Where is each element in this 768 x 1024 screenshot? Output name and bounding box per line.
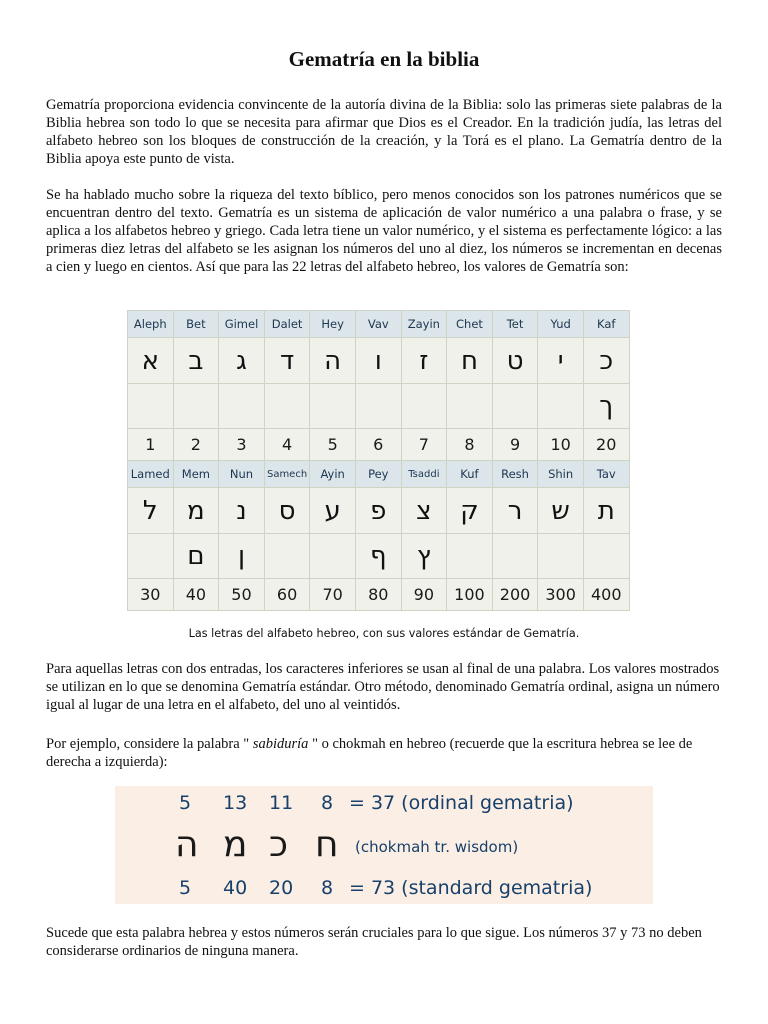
final-letter [264,384,310,429]
gematria-example-image [115,786,653,904]
hebrew-letter: נ [219,488,265,534]
letter-value: 3 [219,429,265,461]
table-row-names-2 [128,461,630,488]
letter-value: 90 [401,579,447,611]
letter-name: Ayin [310,461,356,488]
final-letter: ן [219,534,265,579]
hebrew-letter: ק [447,488,493,534]
hebrew-letter: מ [173,488,219,534]
final-letter [310,534,356,579]
letter-name: Hey [310,311,356,338]
letter-name: Aleph [128,311,174,338]
ordinal-row [115,792,653,820]
letter-value: 30 [128,579,174,611]
final-letter [173,384,219,429]
hebrew-letter: ר [492,488,538,534]
hebrew-letter: ו [355,338,401,384]
table-row-finals-2 [128,534,630,579]
letter-value: 4 [264,429,310,461]
letter-name: Tet [492,311,538,338]
paragraph-conclusion: Sucede que esta palabra hebrea y estos números serán cruciales para lo que sigue. Los números 37 y 73 no deben considerarse ordinarios de ninguna manera. [46,925,702,959]
letter-value: 40 [173,579,219,611]
hebrew-letter: פ [355,488,401,534]
ordinal-number: 8 [321,792,334,814]
standard-row [115,877,653,905]
hebrew-letter: י [538,338,584,384]
letter-value: 70 [310,579,356,611]
final-letter [538,534,584,579]
ordinal-number: 5 [179,792,192,814]
example-text-before: Por ejemplo, considere la palabra " [46,736,253,752]
hebrew-letter: ד [264,338,310,384]
letter-name: Pey [355,461,401,488]
letter-name: Resh [492,461,538,488]
final-letter: ף [355,534,401,579]
letter-name: Kuf [447,461,493,488]
letter-value: 100 [447,579,493,611]
letter-value: 80 [355,579,401,611]
hebrew-letter: א [128,338,174,384]
hebrew-letter: ע [310,488,356,534]
table-row-names-1 [128,311,630,338]
hebrew-letter: כ [583,338,629,384]
table-row-letters-1 [128,338,630,384]
letter-name: Tsaddi [401,461,447,488]
example-word-italic: sabiduría [252,736,309,752]
table-row-values-2 [128,579,630,611]
letter-value: 5 [310,429,356,461]
letter-name: Tav [583,461,629,488]
final-letter: ם [173,534,219,579]
standard-gematria-label: = 73 (standard gematria) [349,877,593,899]
letter-value: 2 [173,429,219,461]
letter-value: 7 [401,429,447,461]
hebrew-alphabet-table [127,310,630,611]
letter-value: 200 [492,579,538,611]
hebrew-letter: ש [538,488,584,534]
final-letter [128,384,174,429]
letter-name: Yud [538,311,584,338]
hebrew-letter: ט [492,338,538,384]
paragraph-intro: Gematría proporciona evidencia convincente de la autoría divina de la Biblia: solo las primeras siete palabras de la Biblia hebrea son todo lo que se necesita para afirmar que Dios es el Creador. En la tradición judía, las letras del alfabeto hebreo son los bloques de construcción de la creación, y la Torá es el plano. La Gematría dentro de la Biblia apoya este punto de vista. [46,97,722,167]
letter-value: 400 [583,579,629,611]
letter-name: Vav [355,311,401,338]
letter-name: Bet [173,311,219,338]
letter-name: Lamed [128,461,174,488]
letter-value: 300 [538,579,584,611]
final-letter [447,384,493,429]
hebrew-word-row [115,824,653,868]
final-letter [401,384,447,429]
letter-name: Zayin [401,311,447,338]
paragraph-example [46,735,722,771]
letter-value: 20 [583,429,629,461]
final-letter: ץ [401,534,447,579]
letter-name: Gimel [219,311,265,338]
letter-value: 1 [128,429,174,461]
final-letter [128,534,174,579]
hebrew-letter: צ [401,488,447,534]
hebrew-letter: ה [310,338,356,384]
hebrew-letter: ז [401,338,447,384]
letter-value: 6 [355,429,401,461]
table-row-letters-2 [128,488,630,534]
hebrew-letter: ת [583,488,629,534]
hebrew-letter: ל [128,488,174,534]
letter-name: Dalet [264,311,310,338]
example-text-after: " o chokmah en hebreo (recuerde que la escritura hebrea se lee de derecha a izquierda): [46,736,693,770]
final-letter [219,384,265,429]
letter-name: Nun [219,461,265,488]
table-caption: Las letras del alfabeto hebreo, con sus valores estándar de Gematría. [188,627,580,640]
letter-value: 10 [538,429,584,461]
final-letter [583,534,629,579]
hebrew-letter-hey: ה [175,824,199,865]
page-title: Gematría en la biblia [288,47,480,71]
ordinal-number: 13 [223,792,248,814]
hebrew-letter: ס [264,488,310,534]
hebrew-letter: ב [173,338,219,384]
letter-name: Mem [173,461,219,488]
hebrew-letter-chet: ח [315,824,339,865]
letter-value: 8 [447,429,493,461]
paragraph-final-letters: Para aquellas letras con dos entradas, los caracteres inferiores se usan al final de una palabra. Los valores mostrados se utilizan en lo que se denomina Gematría estándar. Otro método, denominado Gematría ordinal, asigna un número igual al lugar de una letra en el alfabeto, del uno al veintidós. [46,661,720,713]
final-letter [492,534,538,579]
standard-number: 5 [179,877,192,899]
chokmah-translation-label: (chokmah tr. wisdom) [355,838,519,856]
hebrew-letter-mem: מ [223,824,248,865]
final-letter [447,534,493,579]
ordinal-number: 11 [269,792,294,814]
hebrew-letter: ח [447,338,493,384]
final-letter [310,384,356,429]
paragraph-gematria-system: Se ha hablado mucho sobre la riqueza del texto bíblico, pero menos conocidos son los patrones numéricos que se encuentran dentro del texto. Gematría es un sistema de aplicación de valor numérico a una palabra o frase, y se aplica a los alfabetos hebreo y griego. Cada letra tiene un valor numérico, y el sistema es perfectamente lógico: a las primeras diez letras del alfabeto se les asignan los números del uno al diez, los números se incrementan en decenas a cien y luego en cientos. Así que para las 22 letras del alfabeto hebreo, los valores de Gematría son: [46,187,722,275]
letter-name: Kaf [583,311,629,338]
standard-number: 40 [223,877,248,899]
final-letter [538,384,584,429]
letter-name: Shin [538,461,584,488]
letter-name: Chet [447,311,493,338]
final-letter [264,534,310,579]
hebrew-letter-kaf: כ [269,824,289,865]
final-letter: ך [583,384,629,429]
table-row-finals-1 [128,384,630,429]
letter-value: 9 [492,429,538,461]
standard-number: 8 [321,877,334,899]
letter-value: 50 [219,579,265,611]
table-row-values-1 [128,429,630,461]
final-letter [492,384,538,429]
final-letter [355,384,401,429]
standard-number: 20 [269,877,294,899]
ordinal-gematria-label: = 37 (ordinal gematria) [349,792,574,814]
hebrew-letter: ג [219,338,265,384]
letter-value: 60 [264,579,310,611]
letter-name: Samech [264,461,310,488]
